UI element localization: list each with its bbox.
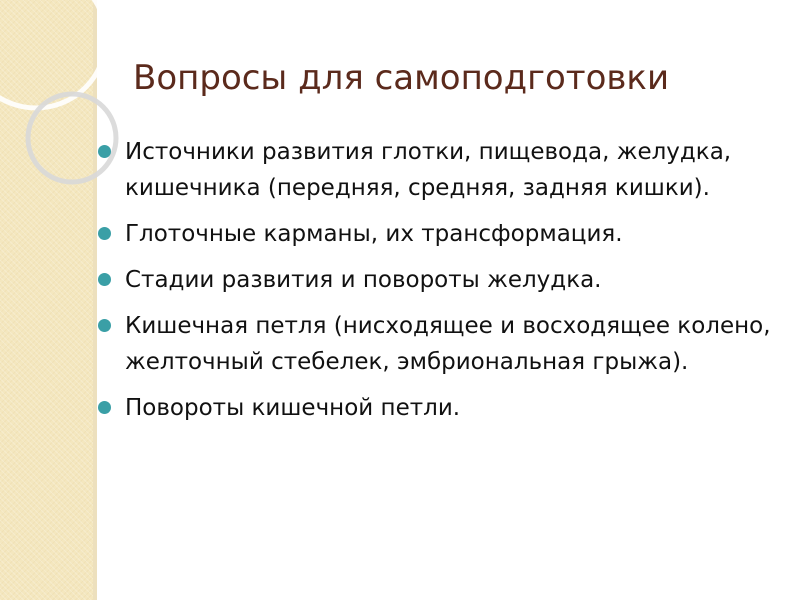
bullet-list — [98, 134, 778, 436]
bullet-item — [98, 216, 778, 252]
bullet-item — [98, 134, 778, 206]
bullet-text: Источники развития глотки, пищевода, желудка, кишечника (передняя, средняя, задняя кишки). — [125, 139, 732, 201]
decorative-ring-large — [0, 0, 106, 108]
bullet-dot-icon — [98, 319, 111, 332]
bullet-text: Кишечная петля (нисходящее и восходящее колено, желточный стебелек, эмбриональная грыжа). — [125, 313, 771, 375]
bullet-dot-icon — [98, 145, 111, 158]
bullet-text: Стадии развития и повороты желудка. — [125, 267, 602, 293]
slide-title: Вопросы для самоподготовки — [133, 58, 670, 98]
bullet-item — [98, 262, 778, 298]
bullet-dot-icon — [98, 401, 111, 414]
bullet-dot-icon — [98, 273, 111, 286]
bullet-text: Глоточные карманы, их трансформация. — [125, 221, 623, 247]
bullet-item — [98, 390, 778, 426]
bullet-text: Повороты кишечной петли. — [125, 395, 461, 421]
bullet-dot-icon — [98, 227, 111, 240]
bullet-item — [98, 308, 778, 380]
